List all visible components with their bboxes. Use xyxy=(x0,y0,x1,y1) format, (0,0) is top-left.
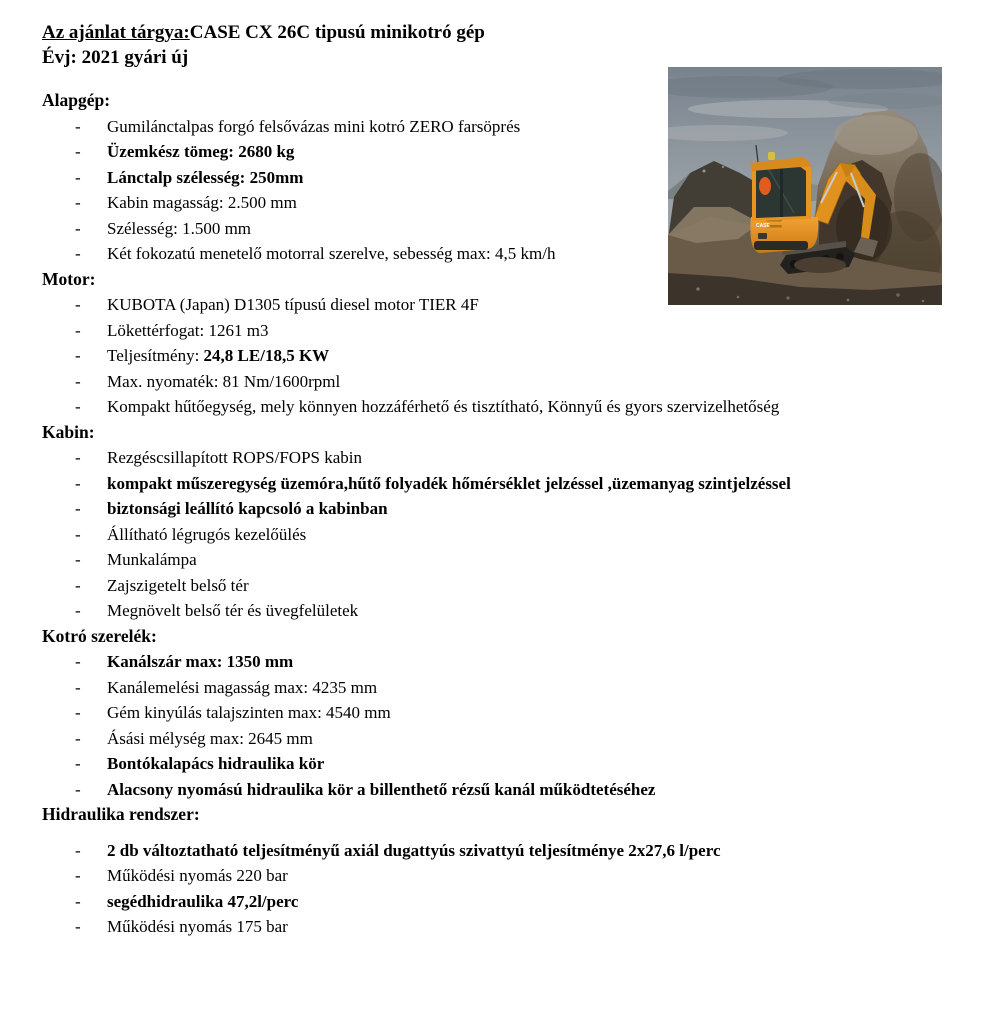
list-item-text: segédhidraulika 47,2l/perc xyxy=(107,891,299,911)
bullet-dash: - xyxy=(75,728,81,748)
list-item-text: Munkalámpa xyxy=(107,550,197,569)
bullet-dash: - xyxy=(75,448,81,467)
list-item xyxy=(42,522,972,548)
list-item xyxy=(42,675,972,701)
section-heading: Kabin: xyxy=(42,421,95,442)
list-item xyxy=(42,838,972,864)
bullet-dash: - xyxy=(75,677,81,697)
bullet-dash: - xyxy=(75,601,81,620)
bullet-dash: - xyxy=(75,218,81,238)
bullet-dash: - xyxy=(75,142,81,161)
list-item-text: Állítható légrugós kezelőülés xyxy=(107,524,307,544)
list-item-text: Kanálszár max: 1350 mm xyxy=(107,652,294,671)
list-item-text: kompakt műszeregység üzemóra,hűtő folyadék hőmérséklet jelzéssel ,üzemanyag szintjelzéssel xyxy=(107,473,791,493)
list-item xyxy=(42,343,972,369)
list-item xyxy=(42,445,972,471)
list-item-text: Teljesítmény: 24,8 LE/18,5 KW xyxy=(107,346,330,365)
list-item-text: Lánctalp szélesség: 250mm xyxy=(107,167,304,187)
list-item xyxy=(42,292,972,318)
list-item-text: Két fokozatú menetelő motorral szerelve, sebesség max: 4,5 km/h xyxy=(107,244,556,263)
machine-brand-text: CASE xyxy=(756,223,770,229)
title-block xyxy=(42,20,485,70)
bullet-dash: - xyxy=(75,550,81,569)
bullet-dash: - xyxy=(75,346,81,365)
list-item xyxy=(42,190,972,216)
bullet-dash: - xyxy=(75,499,81,518)
list-item xyxy=(42,241,972,267)
list-item xyxy=(42,863,972,889)
list-item-text: Üzemkész tömeg: 2680 kg xyxy=(107,142,295,161)
list-item-text: Gumilánctalpas forgó felsővázas mini kotró ZERO farsöprés xyxy=(107,116,521,136)
list-item xyxy=(42,598,972,624)
bullet-dash: - xyxy=(75,473,81,493)
list-item-text: Működési nyomás 175 bar xyxy=(107,917,288,936)
list-item xyxy=(42,114,972,140)
bullet-dash: - xyxy=(75,320,81,340)
list-item-text: Szélesség: 1.500 mm xyxy=(107,218,252,238)
list-item xyxy=(42,649,972,675)
list-item xyxy=(42,394,972,420)
bullet-dash: - xyxy=(75,295,81,314)
offer-subject-label: Az ajánlat tárgya: xyxy=(42,22,190,43)
list-item xyxy=(42,751,972,777)
offer-subject-value: CASE CX 26C tipusú minikotró gép xyxy=(189,22,485,43)
list-item xyxy=(42,889,972,915)
bullet-dash: - xyxy=(75,244,81,263)
bullet-dash: - xyxy=(75,779,81,799)
list-item-text: Ásási mélység max: 2645 mm xyxy=(107,728,313,748)
bullet-dash: - xyxy=(75,891,81,911)
list-item xyxy=(42,573,972,599)
list-item-text: Kabin magasság: 2.500 mm xyxy=(107,193,297,212)
bullet-dash: - xyxy=(75,917,81,936)
list-item xyxy=(42,318,972,344)
list-item xyxy=(42,216,972,242)
section-heading: Alapgép: xyxy=(42,90,111,110)
spec-sections xyxy=(42,88,972,940)
bullet-dash: - xyxy=(75,116,81,136)
list-item xyxy=(42,777,972,803)
title-year-line: Évj: 2021 gyári új xyxy=(42,47,189,68)
list-item xyxy=(42,914,972,940)
list-item-text: Megnövelt belső tér és üvegfelületek xyxy=(107,601,359,620)
bullet-dash: - xyxy=(75,754,81,773)
list-item-text: Bontókalapács hidraulika kör xyxy=(107,754,325,773)
list-item xyxy=(42,700,972,726)
list-item xyxy=(42,165,972,191)
list-item-text: Kompakt hűtőegység, mely könnyen hozzáférhető és tisztítható, Könnyű és gyors szervizelhetőség xyxy=(107,397,780,416)
bullet-dash: - xyxy=(75,193,81,212)
list-item xyxy=(42,139,972,165)
bullet-dash: - xyxy=(75,652,81,671)
bullet-dash: - xyxy=(75,703,81,722)
list-item-text: 2 db változtatható teljesítményű axiál dugattyús szivattyú teljesítménye 2x27,6 l/perc xyxy=(107,840,721,860)
section-heading: Motor: xyxy=(42,268,96,289)
list-item-text: Kanálemelési magasság max: 4235 mm xyxy=(107,677,378,697)
list-item-text: KUBOTA (Japan) D1305 típusú diesel motor TIER 4F xyxy=(107,295,479,314)
bullet-dash: - xyxy=(75,575,81,595)
list-item-text: Lökettérfogat: 1261 m3 xyxy=(107,320,269,340)
bullet-dash: - xyxy=(75,524,81,544)
bullet-dash: - xyxy=(75,397,81,416)
heading-gap xyxy=(42,828,972,838)
bullet-dash: - xyxy=(75,371,81,391)
list-item-text: biztonsági leállító kapcsoló a kabinban xyxy=(107,499,388,518)
list-item-text: Max. nyomaték: 81 Nm/1600rpml xyxy=(107,371,341,391)
title-line-1 xyxy=(42,20,485,45)
list-item xyxy=(42,471,972,497)
list-item-text: Zajszigetelt belső tér xyxy=(107,575,249,595)
list-item xyxy=(42,547,972,573)
list-item xyxy=(42,496,972,522)
bullet-dash: - xyxy=(75,167,81,187)
bullet-dash: - xyxy=(75,840,81,860)
list-item-text: Rezgéscsillapított ROPS/FOPS kabin xyxy=(107,448,363,467)
list-item-text: Alacsony nyomású hidraulika kör a billenthető rézsű kanál működtetéséhez xyxy=(107,779,656,799)
list-item xyxy=(42,726,972,752)
list-item-text: Gém kinyúlás talajszinten max: 4540 mm xyxy=(107,703,391,722)
section-heading: Kotró szerelék: xyxy=(42,625,157,646)
list-item xyxy=(42,369,972,395)
section-heading: Hidraulika rendszer: xyxy=(42,804,200,824)
list-item-text: Működési nyomás 220 bar xyxy=(107,866,288,885)
bullet-dash: - xyxy=(75,866,81,885)
